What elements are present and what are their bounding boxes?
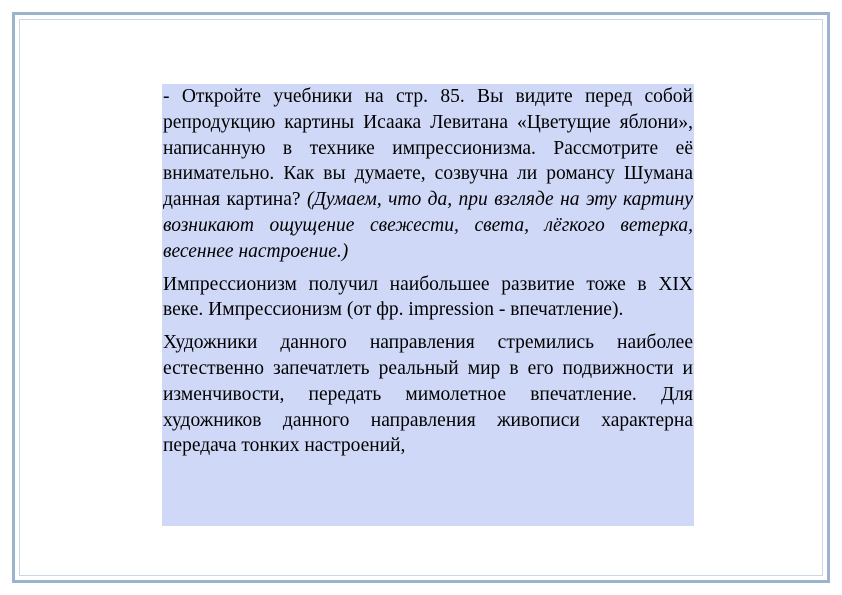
paragraph-impressionism: Импрессионизм получил наибольшее развитие тоже в XIX веке. Импрессионизм (от фр. impression - впечатление).	[163, 273, 693, 321]
paragraph-question	[162, 84, 694, 265]
paragraph-question-text: - Откройте учебники на стр. 85. Вы видите перед собой репродукцию картины Исаака Левитана «Цветущие яблони», написанную в технике импрессионизма. Рассмотрите её внимательно. Как вы думаете, созвучна ли романсу Шумана данная картина?	[163, 86, 693, 211]
text-block	[162, 84, 694, 526]
paragraph-question-answer: (Думаем, что да, при взгляде на эту картину возникают ощущение свежести, света, лёгкого ветерка, весеннее настроение.)	[163, 189, 693, 262]
paragraph-artists: Художники данного направления стремились наиболее естественно запечатлеть реальный мир в его подвижности и изменчивости, передать мимолетное впечатление. Для художников данного направления живописи характерна передача тонких настроений,	[163, 332, 693, 457]
